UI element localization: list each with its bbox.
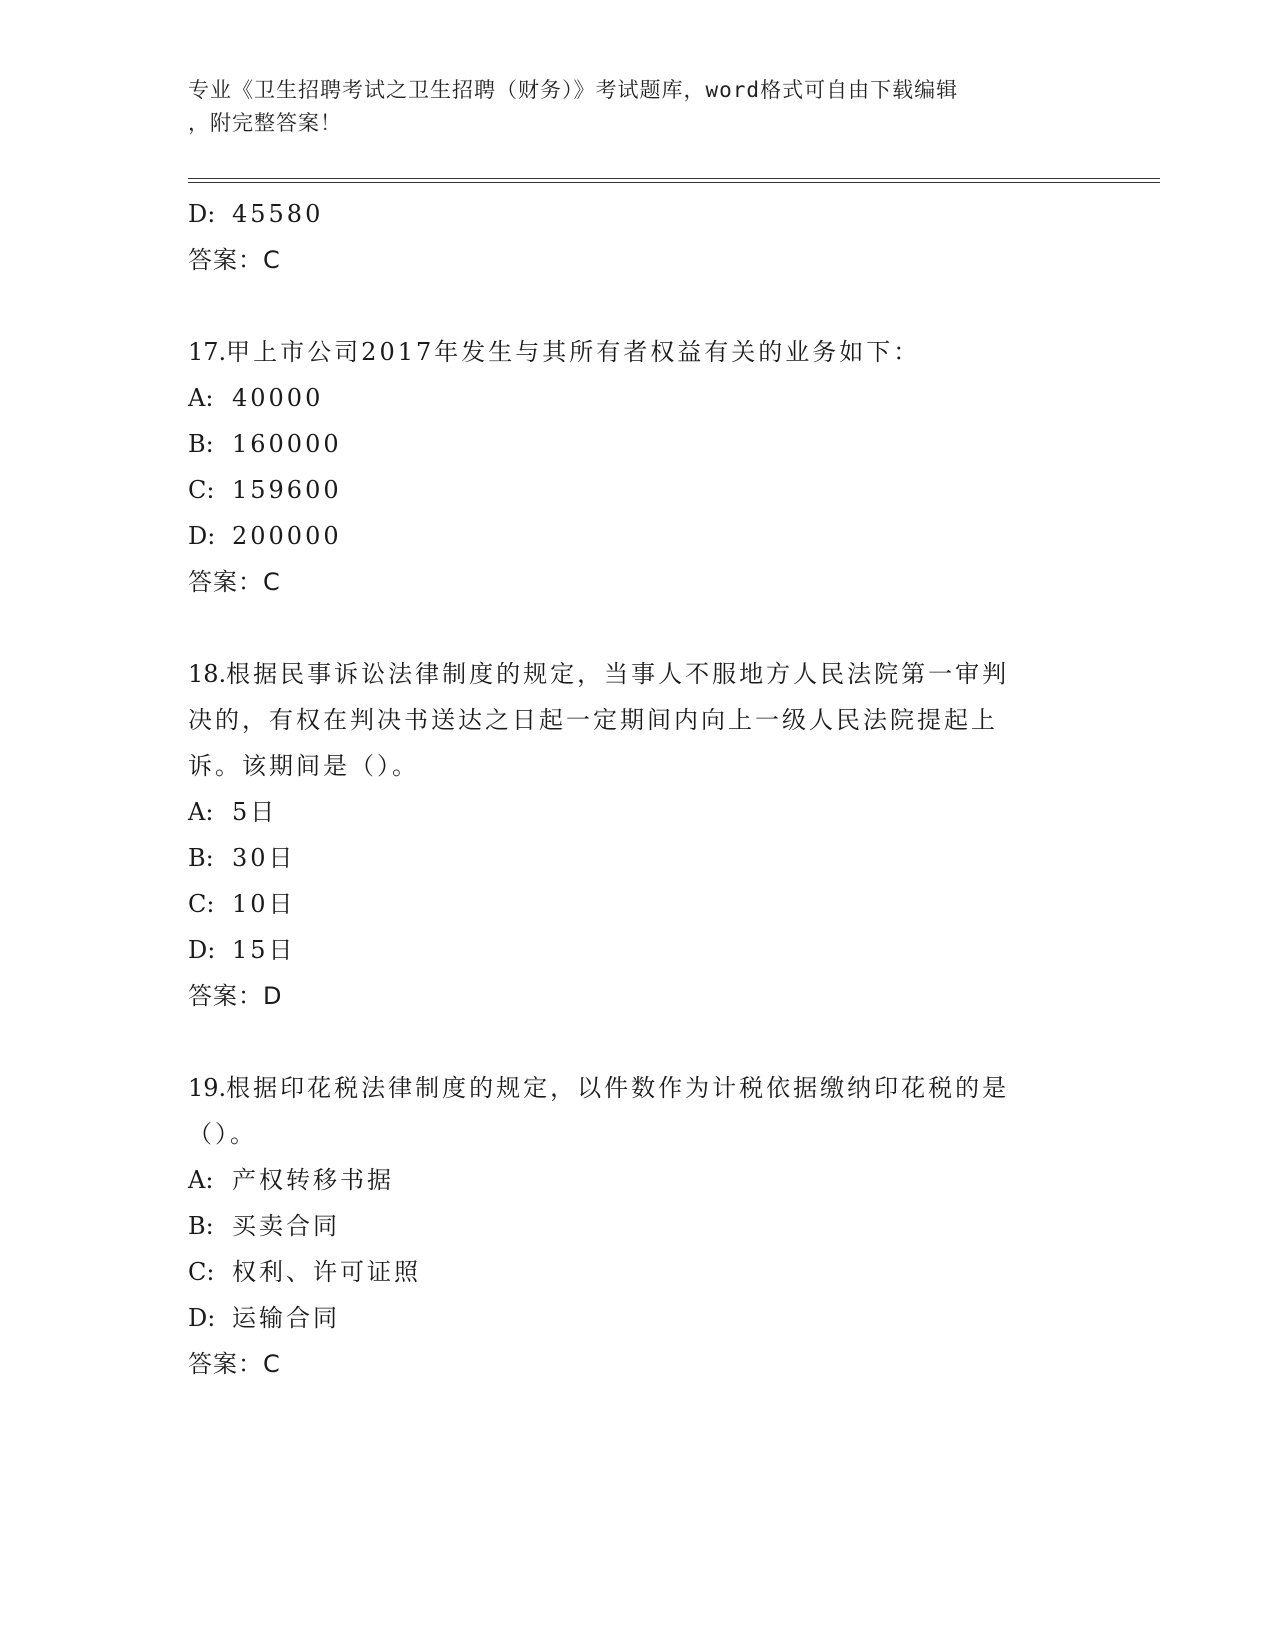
option-key: C: — [188, 890, 215, 918]
option-text: 买卖合同 — [232, 1212, 340, 1240]
option-d — [188, 513, 1088, 559]
option-key: B: — [188, 1212, 214, 1240]
question-list — [188, 191, 1088, 1387]
question-number: 18. — [188, 660, 227, 688]
header-line-1: 专业《卫生招聘考试之卫生招聘（财务）》考试题库，word格式可自由下载编辑 — [188, 78, 959, 102]
option-text: 45580 — [232, 200, 324, 228]
option-text: 权利、许可证照 — [232, 1258, 421, 1286]
option-a — [188, 375, 1088, 421]
option-text: 160000 — [232, 430, 342, 458]
option-key: D: — [188, 936, 216, 964]
question-number: 17. — [188, 338, 227, 366]
option-key: D: — [188, 200, 216, 228]
question-text-line: 甲上市公司2017年发生与其所有者权益有关的业务如下： — [226, 338, 921, 366]
option-key: D: — [188, 522, 216, 550]
option-a — [188, 1157, 1088, 1203]
option-c — [188, 881, 1088, 927]
question-text — [188, 1065, 1088, 1111]
header-line-2: ，附完整答案！ — [188, 111, 342, 135]
spacer — [188, 283, 1088, 329]
option-text: 30日 — [232, 844, 296, 872]
question-19 — [188, 1065, 1088, 1387]
header-divider-double — [188, 182, 1160, 183]
option-key: D: — [188, 1304, 216, 1332]
question-text-line: （）。 — [188, 1120, 257, 1148]
previous-question-tail — [188, 191, 1088, 283]
option-text: 5日 — [232, 798, 278, 826]
option-a — [188, 789, 1088, 835]
option-d — [188, 191, 1088, 237]
question-text-line: 根据印花税法律制度的规定，以件数作为计税依据缴纳印花税的是 — [226, 1074, 1010, 1102]
page-header — [188, 74, 1068, 140]
question-17 — [188, 329, 1088, 605]
option-d — [188, 927, 1088, 973]
option-b — [188, 835, 1088, 881]
option-c — [188, 467, 1088, 513]
option-text: 15日 — [232, 936, 296, 964]
spacer — [188, 1019, 1088, 1065]
answer-line: 答案：D — [188, 982, 283, 1010]
question-text — [188, 651, 1088, 697]
option-c — [188, 1249, 1088, 1295]
question-text-line: 决的，有权在判决书送达之日起一定期间内向上一级人民法院提起上 — [188, 706, 998, 734]
option-text: 10日 — [232, 890, 296, 918]
option-b — [188, 1203, 1088, 1249]
option-text: 运输合同 — [232, 1304, 340, 1332]
option-key: A: — [188, 798, 214, 826]
option-d — [188, 1295, 1088, 1341]
option-key: B: — [188, 430, 214, 458]
option-text: 159600 — [232, 476, 342, 504]
question-text-line: 根据民事诉讼法律制度的规定，当事人不服地方人民法院第一审判 — [226, 660, 1010, 688]
answer-line: 答案：C — [188, 246, 281, 274]
question-number: 19. — [188, 1074, 227, 1102]
option-b — [188, 421, 1088, 467]
option-key: B: — [188, 844, 214, 872]
option-key: C: — [188, 1258, 215, 1286]
question-18 — [188, 651, 1088, 1019]
option-text: 200000 — [232, 522, 342, 550]
question-text-line: 诉。该期间是（）。 — [188, 752, 419, 780]
question-text — [188, 329, 1088, 375]
option-key: C: — [188, 476, 215, 504]
option-key: A: — [188, 384, 214, 412]
header-divider — [188, 178, 1160, 179]
option-key: A: — [188, 1166, 214, 1194]
spacer — [188, 605, 1088, 651]
answer-line: 答案：C — [188, 568, 281, 596]
option-text: 40000 — [232, 384, 324, 412]
option-text: 产权转移书据 — [232, 1166, 394, 1194]
answer-line: 答案：C — [188, 1350, 281, 1378]
